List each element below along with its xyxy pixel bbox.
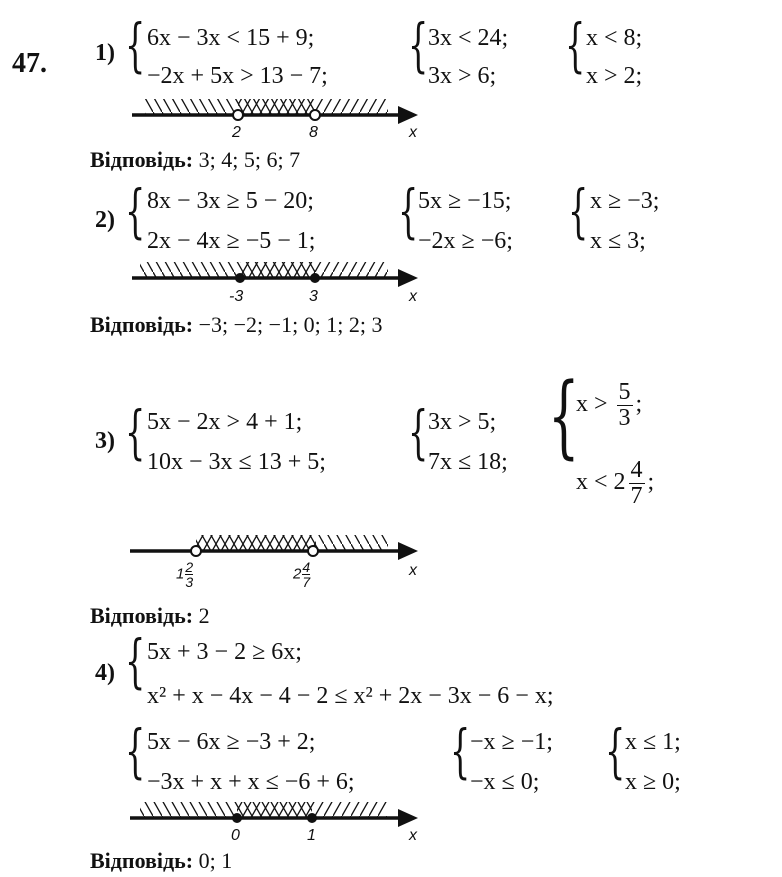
- part-3-axis-var: x: [409, 562, 417, 579]
- part-2-brace-c: {: [568, 177, 589, 245]
- part-4-eq-a1: 5x − 6x ≥ −3 + 2;: [147, 729, 316, 755]
- part-3-tick1-num: 2: [185, 559, 194, 575]
- part-2-eq-a2: 2x − 4x ≥ −5 − 1;: [147, 228, 316, 254]
- problem-number: 47.: [12, 48, 47, 79]
- part-3-answer-value: 2: [198, 603, 210, 628]
- part-2-eq-b2: −2x ≥ −6;: [418, 228, 513, 254]
- part-1-eq-b2: 3x > 6;: [428, 63, 497, 89]
- part-3-c1-end: ;: [635, 391, 643, 418]
- part-2-tick-label-3: 3: [309, 288, 318, 305]
- part-3-eq-a1: 5x − 2x > 4 + 1;: [147, 409, 303, 435]
- part-1-axis-var: x: [409, 124, 417, 141]
- part-3-tick2-num: 4: [302, 559, 311, 575]
- part-3-eq-b2: 7x ≤ 18;: [428, 449, 508, 475]
- part-4-brace-top: {: [125, 627, 146, 695]
- part-4-eq-c2: x ≥ 0;: [625, 769, 681, 795]
- part-2-eq-c1: x ≥ −3;: [590, 188, 660, 214]
- part-4-eq-c1: x ≤ 1;: [625, 729, 681, 755]
- part-1-eq-c2: x > 2;: [586, 63, 643, 89]
- part-3-c2-lhs: x <: [576, 469, 608, 496]
- part-3-tick2-den: 7: [302, 574, 311, 590]
- part-3-brace-a: {: [125, 398, 146, 466]
- part-1-tick-label-8: 8: [309, 124, 318, 141]
- part-3-c1-lhs: x >: [576, 391, 608, 418]
- part-4-answer: [90, 848, 232, 874]
- part-4-brace-b: {: [450, 717, 471, 785]
- part-1-brace-a: {: [125, 11, 146, 79]
- part-3-eq-a2: 10x − 3x ≤ 13 + 5;: [147, 449, 326, 475]
- part-2-answer-value: −3; −2; −1; 0; 1; 2; 3: [198, 312, 383, 337]
- part-3-c1-num: 5: [618, 379, 631, 405]
- part-4-answer-value: 0; 1: [198, 848, 233, 873]
- part-4-axis-var: x: [409, 827, 417, 844]
- part-2-eq-a1: 8x − 3x ≥ 5 − 20;: [147, 188, 314, 214]
- part-1-eq-a2: −2x + 5x > 13 − 7;: [147, 63, 328, 89]
- part-3-c2-end: ;: [647, 469, 655, 496]
- part-3-tick1-whole: 1: [176, 565, 185, 583]
- part-2-brace-a: {: [125, 177, 146, 245]
- part-4-brace-c: {: [605, 717, 626, 785]
- part-1-eq-b1: 3x < 24;: [428, 25, 509, 51]
- part-4-eq-top2: x² + x − 4x − 4 − 2 ≤ x² + 2x − 3x − 6 − x;: [147, 683, 554, 709]
- part-1-brace-c: {: [565, 11, 586, 79]
- answer-label: Відповідь:: [90, 147, 194, 172]
- part-4-tick-label-1: 1: [307, 827, 316, 844]
- answer-label: Відповідь:: [90, 312, 194, 337]
- part-4-eq-b1: −x ≥ −1;: [470, 729, 553, 755]
- part-4-arrow-icon: [398, 809, 418, 827]
- part-2-eq-c2: x ≤ 3;: [590, 228, 646, 254]
- part-4-brace-a: {: [125, 717, 146, 785]
- part-4-eq-b2: −x ≤ 0;: [470, 769, 540, 795]
- part-3-brace-b: {: [408, 398, 429, 466]
- part-1-answer-value: 3; 4; 5; 6; 7: [198, 147, 301, 172]
- part-2-label: 2): [95, 207, 115, 233]
- part-1-eq-a1: 6x − 3x < 15 + 9;: [147, 25, 315, 51]
- part-3-eq-b1: 3x > 5;: [428, 409, 497, 435]
- part-1-tick-label-2: 2: [232, 124, 241, 141]
- part-1-brace-b: {: [408, 11, 429, 79]
- answer-label: Відповідь:: [90, 848, 194, 873]
- answer-label: Відповідь:: [90, 603, 194, 628]
- part-4-eq-a2: −3x + x + x ≤ −6 + 6;: [147, 769, 355, 795]
- part-3-tick1-den: 3: [185, 574, 194, 590]
- part-4-eq-top1: 5x + 3 − 2 ≥ 6x;: [147, 639, 302, 665]
- part-3-c2-num: 4: [630, 457, 643, 483]
- part-4-point-0: [232, 813, 242, 823]
- part-2-axis-var: x: [409, 288, 417, 305]
- part-3-c2-den: 7: [630, 483, 643, 510]
- part-1-label: 1): [95, 40, 115, 66]
- part-3-label: 3): [95, 428, 115, 454]
- part-3-c2-whole: 2: [613, 469, 626, 496]
- part-4-label: 4): [95, 660, 115, 686]
- part-4-point-1: [307, 813, 317, 823]
- part-3-brace-c: {: [548, 364, 580, 469]
- part-1-eq-c1: x < 8;: [586, 25, 643, 51]
- part-4-tick-label-0: 0: [231, 827, 240, 844]
- part-3-c1-den: 3: [618, 405, 631, 432]
- part-3-tick2-whole: 2: [293, 565, 302, 583]
- part-2-tick-label-neg3: -3: [229, 288, 244, 305]
- part-2-eq-b1: 5x ≥ −15;: [418, 188, 512, 214]
- part-2-brace-b: {: [398, 177, 419, 245]
